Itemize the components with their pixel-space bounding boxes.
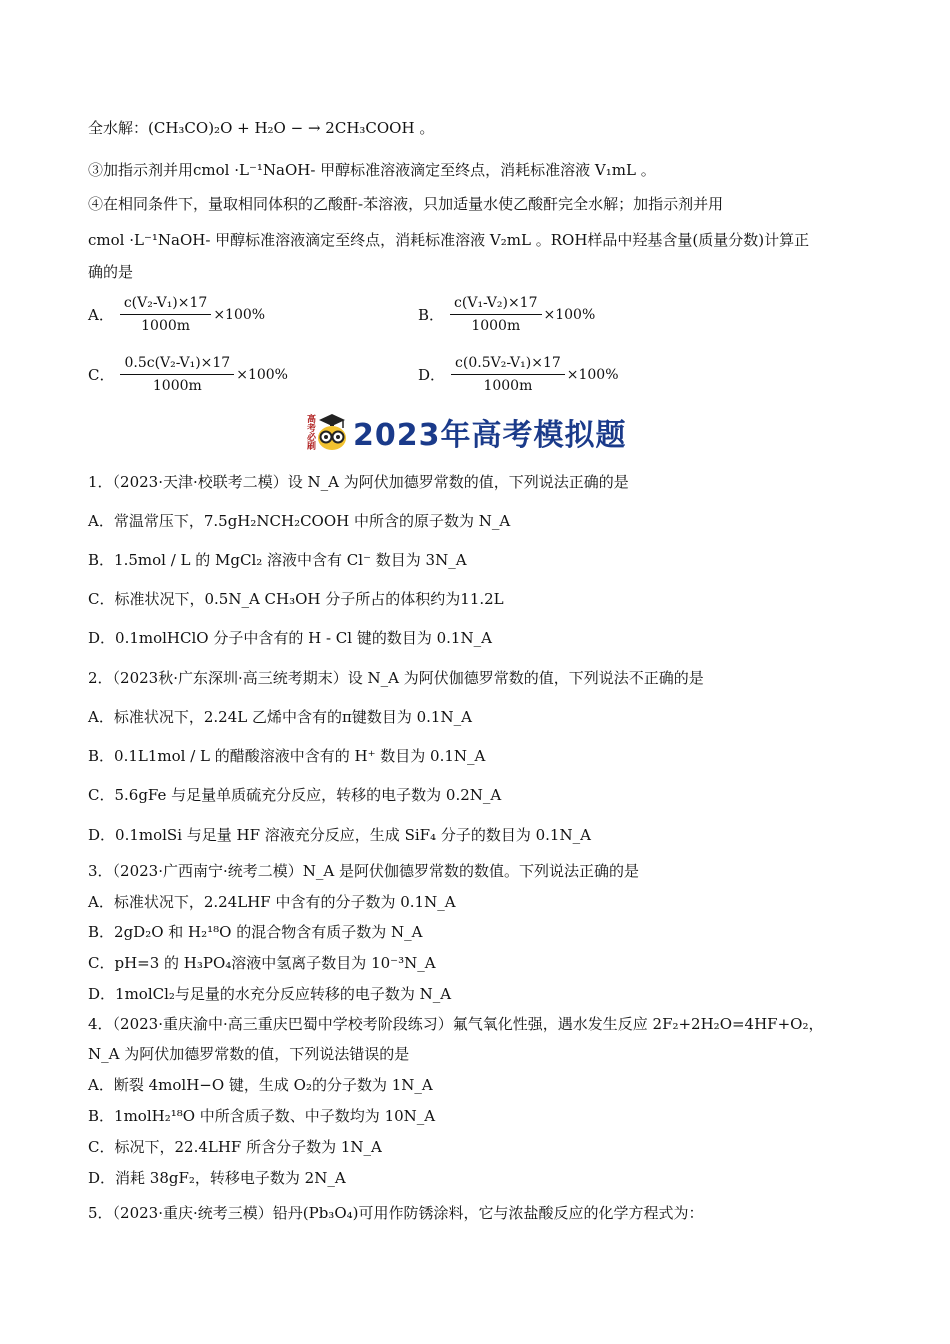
fraction-denominator: 1000m xyxy=(471,318,521,334)
question-1-option-c: C．标准状况下，0.5N_A CH₃OH 分子所占的体积约为11.2L xyxy=(88,590,504,608)
question-1-option-b: B．1.5mol / L 的 MgCl₂ 溶液中含有 Cl⁻ 数目为 3N_A xyxy=(88,551,467,569)
choice-c xyxy=(88,354,288,395)
intro-line-2: ③加指示剂并用cmol ·L⁻¹NaOH- 甲醇标准溶液滴定至终点，消耗标准溶液 V₁mL 。 xyxy=(88,161,656,179)
choice-a xyxy=(88,294,265,335)
fraction-numerator: 0.5c(V₂-V₁)×17 xyxy=(120,354,234,375)
percent-suffix: ×100% xyxy=(236,366,288,383)
percent-suffix: ×100% xyxy=(566,366,619,383)
banner-title: 2023年高考模拟题 xyxy=(353,418,627,453)
question-3-option-a: A．标准状况下，2.24LHF 中含有的分子数为 0.1N_A xyxy=(88,893,456,911)
question-2-stem: 2．（2023秋·广东深圳·高三统考期末）设 N_A 为阿伏伽德罗常数的值，下列说法不正确的是 xyxy=(88,669,704,687)
question-5-stem: 5．（2023·重庆·统考三模）铅丹(Pb₃O₄)可用作防锈涂料，它与浓盐酸反应的化学方程式为： xyxy=(88,1204,704,1222)
question-2-option-a: A．标准状况下，2.24L 乙烯中含有的π键数目为 0.1N_A xyxy=(88,708,472,726)
question-1-stem: 1．（2023·天津·校联考二模）设 N_A 为阿伏加德罗常数的值，下列说法正确的是 xyxy=(88,473,629,491)
question-1-option-d: D．0.1molHClO 分子中含有的 H - Cl 键的数目为 0.1N_A xyxy=(88,629,492,647)
fraction xyxy=(451,354,565,395)
fraction xyxy=(450,294,541,335)
fraction xyxy=(120,294,211,335)
percent-suffix: ×100% xyxy=(213,306,266,323)
question-3-option-d: D．1molCl₂与足量的水充分反应转移的电子数为 N_A xyxy=(88,985,452,1003)
question-4-option-a: A．断裂 4molH−O 键，生成 O₂的分子数为 1N_A xyxy=(88,1076,433,1094)
fraction-denominator: 1000m xyxy=(152,378,202,394)
question-4-option-d: D．消耗 38gF₂，转移电子数为 2N_A xyxy=(88,1169,346,1187)
choice-d xyxy=(418,354,619,395)
badge-text: 高考必刷 xyxy=(305,414,315,450)
percent-suffix: ×100% xyxy=(543,306,596,323)
intro-line-1: 全水解：(CH₃CO)₂O + H₂O − → 2CH₃COOH 。 xyxy=(88,119,435,137)
intro-line-3: ④在相同条件下，量取相同体积的乙酸酐-苯溶液，只加适量水使乙酸酐完全水解；加指示剂并用 xyxy=(88,195,724,213)
intro-line-4: cmol ·L⁻¹NaOH- 甲醇标准溶液滴定至终点，消耗标准溶液 V₂mL 。ROH样品中羟基含量(质量分数)计算正 xyxy=(88,231,810,249)
question-4-stem-continued: N_A 为阿伏加德罗常数的值，下列说法错误的是 xyxy=(88,1045,410,1063)
question-3-option-b: B．2gD₂O 和 H₂¹⁸O 的混合物含有质子数为 N_A xyxy=(88,923,423,941)
fraction-denominator: 1000m xyxy=(483,378,533,394)
question-1-option-a: A．常温常压下，7.5gH₂NCH₂COOH 中所含的原子数为 N_A xyxy=(88,512,511,530)
choice-letter: B． xyxy=(418,305,445,324)
choice-letter: A． xyxy=(88,305,114,324)
fraction-numerator: c(V₁-V₂)×17 xyxy=(450,294,541,315)
question-2-option-d: D．0.1molSi 与足量 HF 溶液充分反应，生成 SiF₄ 分子的数目为 0.1N_A xyxy=(88,826,591,844)
choice-b xyxy=(418,294,595,335)
choice-letter: C． xyxy=(88,365,115,384)
question-4-option-c: C．标况下，22.4LHF 所含分子数为 1N_A xyxy=(88,1138,382,1156)
question-3-stem: 3．（2023·广西南宁·统考二模）N_A 是阿伏伽德罗常数的数值。下列说法正确的是 xyxy=(88,862,639,880)
question-3-option-c: C．pH=3 的 H₃PO₄溶液中氢离子数目为 10⁻³N_A xyxy=(88,954,436,972)
choice-letter: D． xyxy=(418,365,446,384)
intro-line-5: 确的是 xyxy=(88,263,134,281)
badge xyxy=(305,412,349,452)
fraction-numerator: c(V₂-V₁)×17 xyxy=(120,294,211,315)
fraction-denominator: 1000m xyxy=(141,318,191,334)
section-banner xyxy=(305,408,645,456)
question-4-option-b: B．1molH₂¹⁸O 中所含质子数、中子数均为 10N_A xyxy=(88,1107,436,1125)
question-2-option-c: C．5.6gFe 与足量单质硫充分反应，转移的电子数为 0.2N_A xyxy=(88,786,502,804)
fraction-numerator: c(0.5V₂-V₁)×17 xyxy=(451,354,565,375)
owl-icon xyxy=(315,412,349,452)
question-2-option-b: B．0.1L1mol / L 的醋酸溶液中含有的 H⁺ 数目为 0.1N_A xyxy=(88,747,486,765)
question-4-stem: 4．（2023·重庆渝中·高三重庆巴蜀中学校考阶段练习）氟气氧化性强，遇水发生反应 2F₂+2H₂O=4HF+O₂， xyxy=(88,1015,824,1033)
fraction xyxy=(120,354,234,395)
